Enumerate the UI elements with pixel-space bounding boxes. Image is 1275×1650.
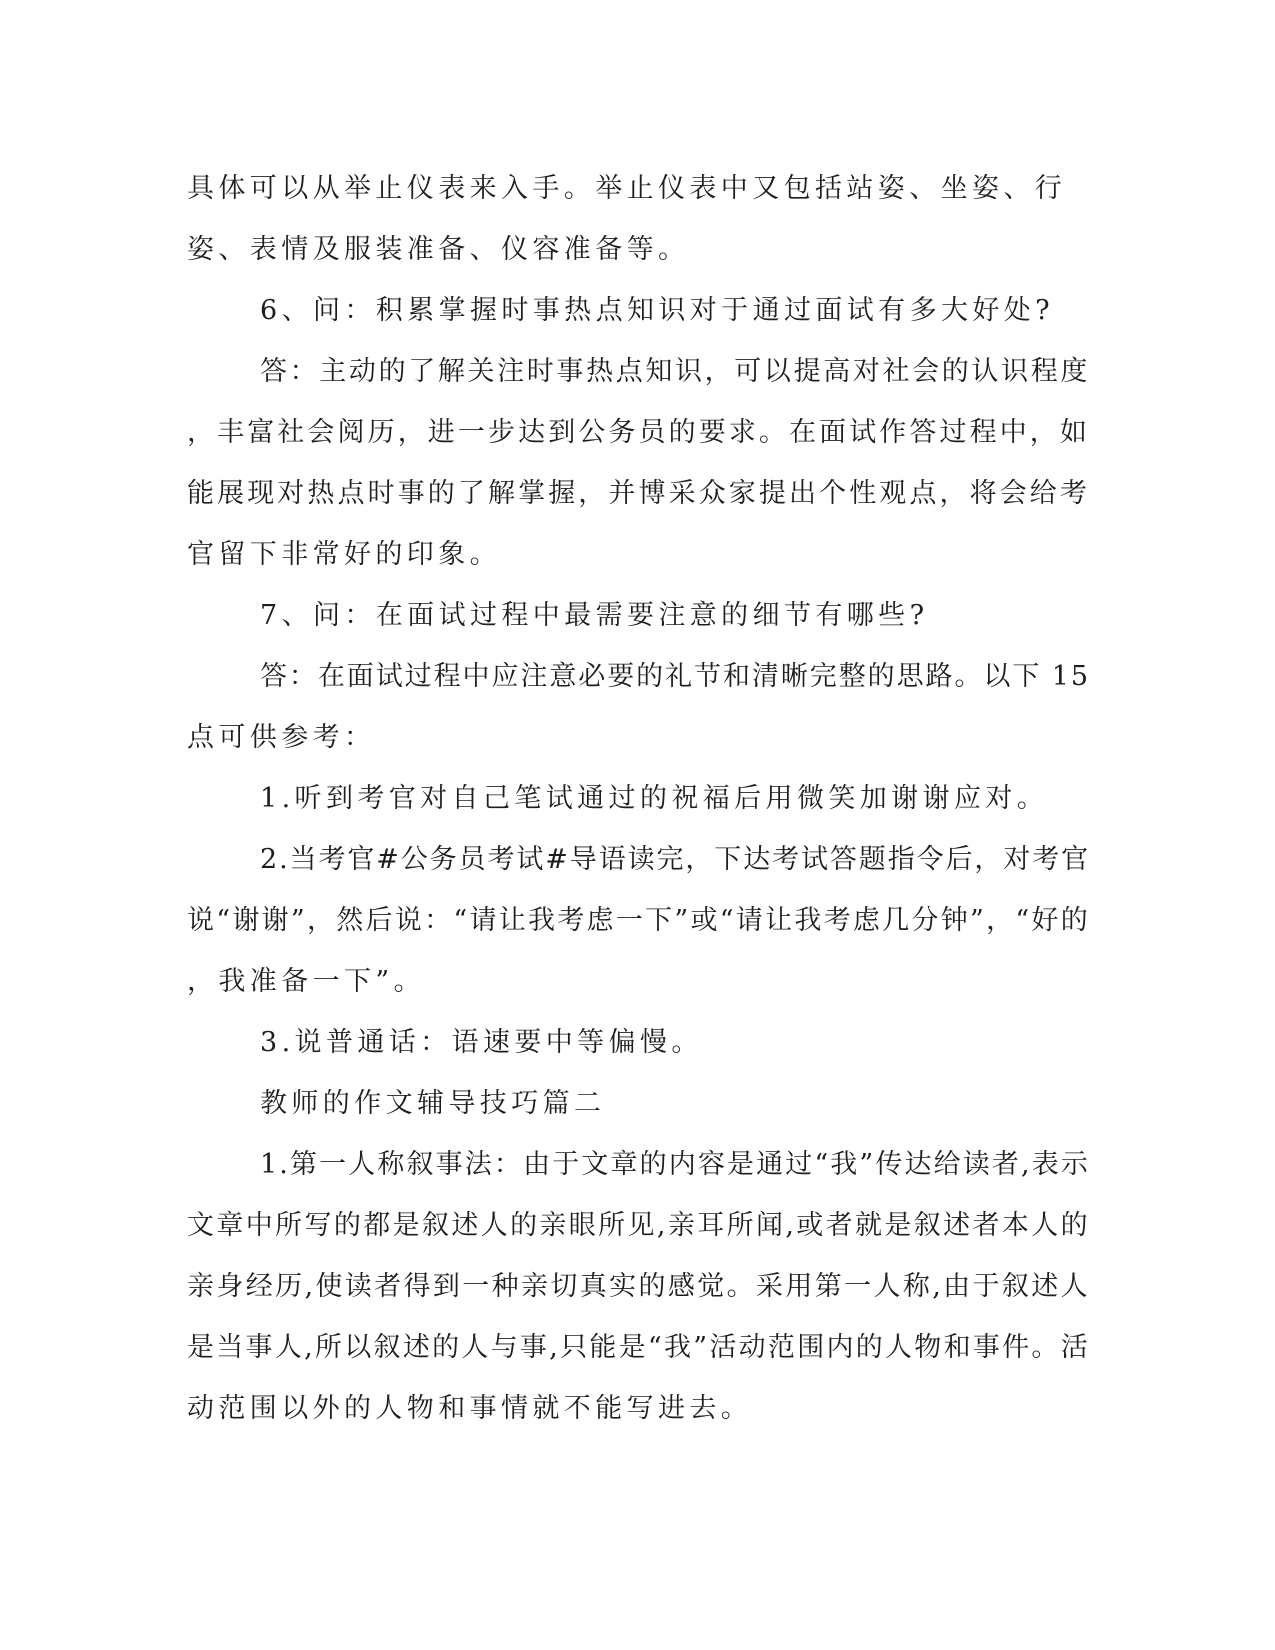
- text-line: 是当事人,所以叙述的人与事,只能是“我”活动范围内的人物和事件。活: [187, 1332, 1090, 1363]
- text-line: ，我准备一下”。: [187, 966, 426, 997]
- list-item: 2.当考官#公务员考试#导语读完，下达考试答题指令后，对考官: [260, 844, 1090, 875]
- text-line: 说“谢谢”，然后说：“请让我考虑一下”或“请让我考虑几分钟”，“好的: [187, 905, 1090, 936]
- text-line: 具体可以从举止仪表来入手。举止仪表中又包括站姿、坐姿、行: [187, 173, 1067, 204]
- list-item: 1.第一人称叙事法：由于文章的内容是通过“我”传达给读者,表示: [260, 1149, 1090, 1180]
- answer-line: 答：在面试过程中应注意必要的礼节和清晰完整的思路。以下 15: [260, 661, 1090, 692]
- text-line: 官留下非常好的印象。: [187, 539, 501, 570]
- text-line: 动范围以外的人物和事情就不能写进去。: [187, 1393, 753, 1424]
- text-line: 文章中所写的都是叙述人的亲眼所见,亲耳所闻,或者就是叙述者本人的: [187, 1210, 1090, 1241]
- text-line: 亲身经历,使读者得到一种亲切真实的感觉。采用第一人称,由于叙述人: [187, 1271, 1090, 1302]
- answer-line: 答：主动的了解关注时事热点知识，可以提高对社会的认识程度: [260, 356, 1090, 387]
- question-line: 6、问：积累掌握时事热点知识对于通过面试有多大好处?: [260, 295, 1055, 326]
- document-body: [187, 158, 1090, 1439]
- list-item: 3.说普通话：语速要中等偏慢。: [260, 1027, 703, 1058]
- question-line: 7、问：在面试过程中最需要注意的细节有哪些?: [260, 600, 929, 631]
- list-item: 1.听到考官对自己笔试通过的祝福后用微笑加谢谢应对。: [260, 783, 1049, 814]
- text-line: 姿、表情及服装准备、仪容准备等。: [187, 234, 690, 265]
- section-heading: 教师的作文辅导技巧篇二: [260, 1088, 606, 1119]
- text-line: 点可供参考：: [187, 722, 376, 753]
- text-line: 能展现对热点时事的了解掌握，并博采众家提出个性观点，将会给考: [187, 478, 1090, 509]
- text-line: ，丰富社会阅历，进一步达到公务员的要求。在面试作答过程中，如: [187, 417, 1090, 448]
